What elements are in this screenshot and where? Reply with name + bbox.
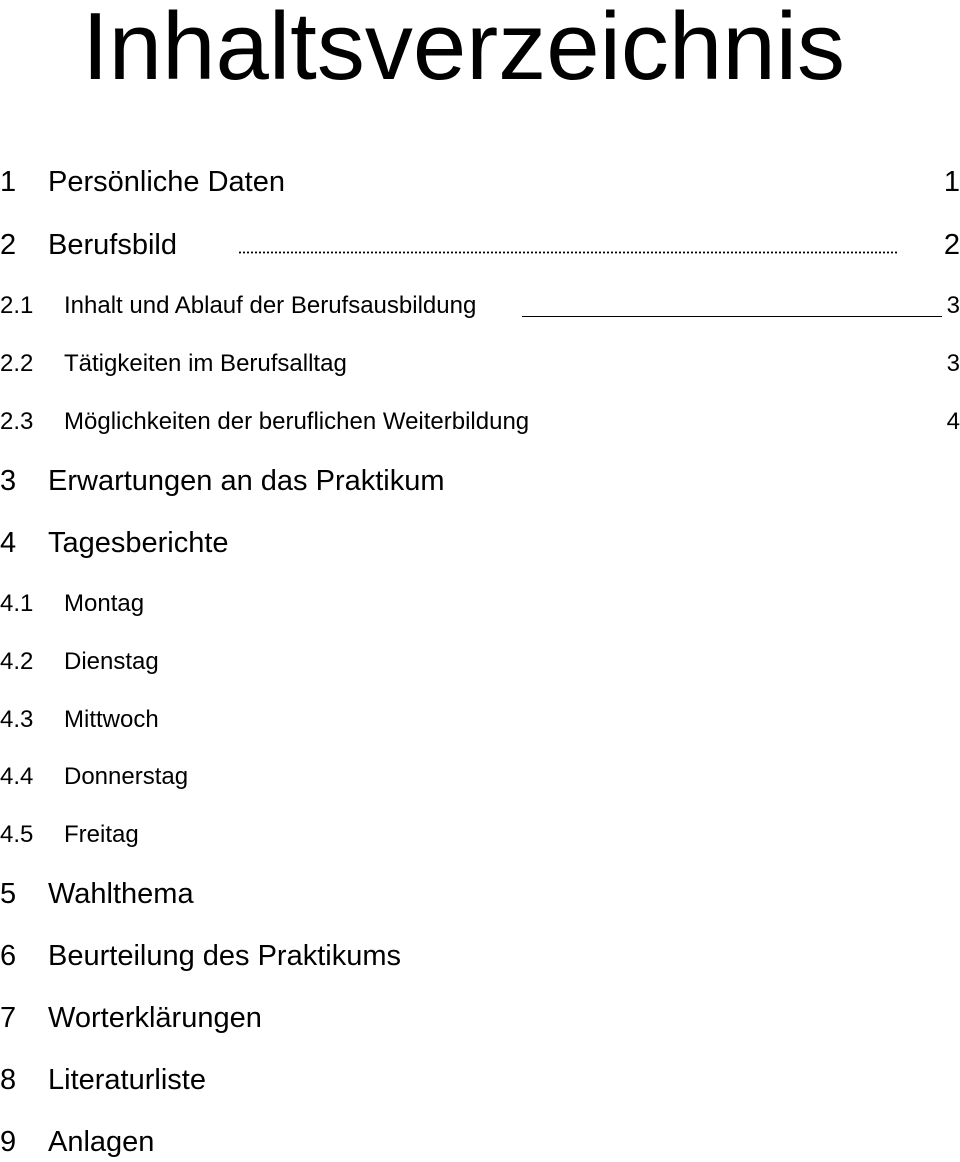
toc-entry-title: Worterklärungen (48, 1002, 262, 1034)
toc-dot-leader (238, 251, 898, 254)
toc-entry-title: Berufsbild (48, 229, 177, 261)
toc-entry-title: Freitag (64, 821, 139, 848)
toc-entry-number: 7 (0, 1002, 17, 1034)
toc-entry-title: Mittwoch (64, 706, 159, 733)
toc-entry (0, 641, 960, 681)
toc-entry (0, 583, 960, 623)
toc-entry (0, 998, 960, 1038)
toc-entry-number: 2.1 (0, 292, 34, 319)
toc-entry-title: Tagesberichte (48, 527, 229, 559)
toc-entry-title: Literaturliste (48, 1064, 206, 1096)
toc-entry-page: 4 (946, 408, 960, 435)
toc-entry-title: Montag (64, 590, 145, 617)
toc-entry-number: 3 (0, 465, 17, 497)
toc-entry-title: Dienstag (64, 648, 159, 675)
page-title: Inhaltsverzeichnis (82, 0, 846, 100)
toc-entry-title: Wahlthema (48, 878, 194, 910)
toc-entry (0, 874, 960, 914)
toc-entry-title: Tätigkeiten im Berufsalltag (64, 350, 347, 377)
toc-entry-title: Beurteilung des Praktikums (48, 940, 401, 972)
toc-entry (0, 1122, 960, 1162)
toc-entry-page: 3 (946, 292, 960, 319)
toc-entry-title: Anlagen (48, 1126, 155, 1158)
toc-entry-title: Möglichkeiten der beruflichen Weiterbildung (64, 408, 530, 435)
toc-entry (0, 285, 960, 325)
toc-entry-number: 6 (0, 940, 17, 972)
toc-entry (0, 756, 960, 796)
toc-entry-title: Donnerstag (64, 763, 189, 790)
toc-entry (0, 1060, 960, 1100)
toc-entry (0, 343, 960, 383)
toc-entry-title: Inhalt und Ablauf der Berufsausbildung (64, 292, 477, 319)
toc-entry-number: 2 (0, 229, 17, 261)
toc-entry-number: 2.2 (0, 350, 34, 377)
toc-entry (0, 814, 960, 854)
toc-entry (0, 699, 960, 739)
toc-entry (0, 401, 960, 441)
toc-entry-number: 1 (0, 166, 17, 198)
toc-entry-number: 5 (0, 878, 17, 910)
toc-entry-number: 4.3 (0, 706, 34, 733)
toc-entry (0, 162, 960, 202)
toc-entry (0, 461, 960, 501)
toc-entry-number: 4.1 (0, 590, 34, 617)
toc-entry-number: 4.5 (0, 821, 34, 848)
toc-entry-page: 1 (943, 166, 960, 198)
toc-entry-page: 2 (943, 229, 960, 261)
toc-entry-number: 2.3 (0, 408, 34, 435)
toc-entry-number: 4 (0, 527, 17, 559)
toc-entry-number: 4.4 (0, 763, 34, 790)
toc-entry-number: 9 (0, 1126, 17, 1158)
toc-entry (0, 225, 960, 265)
toc-entry-title: Persönliche Daten (48, 166, 285, 198)
toc-entry (0, 523, 960, 563)
toc-line-leader (522, 316, 942, 317)
toc-entry-page: 3 (946, 350, 960, 377)
toc-entry-title: Erwartungen an das Praktikum (48, 465, 445, 497)
toc-entry (0, 936, 960, 976)
toc-entry-number: 8 (0, 1064, 17, 1096)
toc-entry-number: 4.2 (0, 648, 34, 675)
